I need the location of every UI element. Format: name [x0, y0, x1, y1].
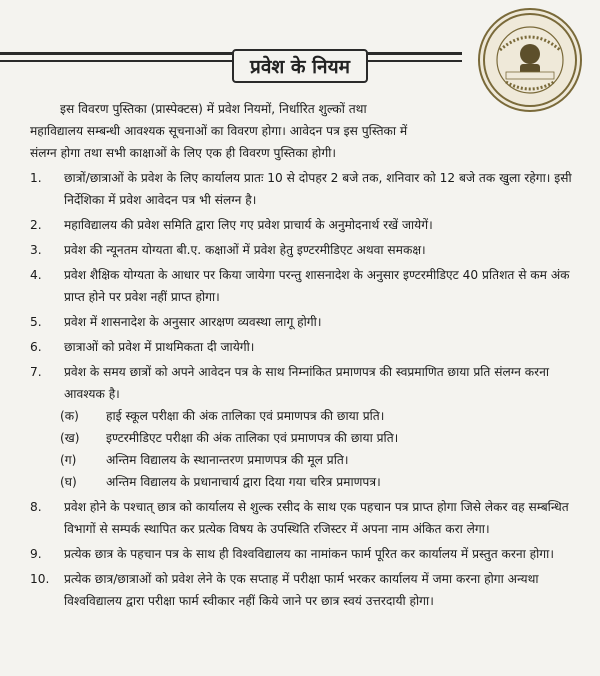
document-sub-item [60, 449, 592, 471]
rule-item [30, 214, 592, 236]
rule-text: प्रवेश की न्यूनतम योग्यता बी.ए. कक्षाओं में प्रवेश हेतु इण्टरमीडिएट अथवा समकक्ष। [64, 243, 426, 257]
rule-number: 5. [30, 315, 42, 329]
college-seal-logo [478, 8, 582, 112]
sub-item-label: (क) [60, 409, 79, 423]
rule-item [30, 264, 592, 308]
intro-paragraph [30, 98, 592, 164]
header-rule-top [0, 52, 462, 55]
rule-item [30, 568, 592, 612]
document-sub-item [60, 427, 592, 449]
rule-item [30, 496, 592, 540]
admission-rules-body [30, 98, 592, 612]
rule-item [30, 543, 592, 565]
rule-number: 4. [30, 268, 42, 282]
rule-text: प्रत्येक छात्र के पहचान पत्र के साथ ही विश्वविद्यालय का नामांकन फार्म पूरित कर कार्यालय में प्रस्तुत करना होगा। [64, 547, 554, 561]
rule-number: 2. [30, 218, 42, 232]
sub-item-label: (घ) [60, 475, 77, 489]
rule-item [30, 311, 592, 333]
intro-line: महाविद्यालय सम्बन्धी आवश्यक सूचनाओं का विवरण होगा। आवेदन पत्र इस पुस्तिका में [30, 124, 408, 138]
intro-line: इस विवरण पुस्तिका (प्रास्पेक्टस) में प्रवेश नियमों, निर्धारित शुल्कों तथा [60, 102, 367, 116]
rule-number: 8. [30, 500, 42, 514]
rule-text: छात्राओं को प्रवेश में प्राथमिकता दी जायेगी। [64, 340, 255, 354]
document-sub-item [60, 471, 592, 493]
rule-item [30, 336, 592, 358]
rule-text: प्रवेश के समय छात्रों को अपने आवेदन पत्र के साथ निम्नांकित प्रमाणपत्र की स्वप्रमाणित छाया प्रति संलग्न करना आवश्यक है। [64, 365, 550, 401]
page-title: प्रवेश के नियम [232, 49, 368, 83]
header-rule-bottom [0, 60, 462, 62]
sub-item-text: अन्तिम विद्यालय के प्रधानाचार्य द्वारा दिया गया चरित्र प्रमाणपत्र। [106, 475, 381, 489]
rule-number: 10. [30, 572, 50, 586]
sub-item-label: (ख) [60, 431, 80, 445]
sub-item-text: इण्टरमीडिएट परीक्षा की अंक तालिका एवं प्रमाणपत्र की छाया प्रति। [106, 431, 399, 445]
intro-line: संलग्न होगा तथा सभी काक्षाओं के लिए एक ही विवरण पुस्तिका होगी। [30, 146, 336, 160]
rule-number: 3. [30, 243, 42, 257]
sub-item-text: हाई स्कूल परीक्षा की अंक तालिका एवं प्रमाणपत्र की छाया प्रति। [106, 409, 385, 423]
rule-text: प्रवेश होने के पश्चात् छात्र को कार्यालय से शुल्क रसीद के साथ एक पहचान पत्र प्राप्त होगा जिसे लेकर वह सम्बन्धित विभागों से सम्पर्क स्थापित कर प्रत्येक विषय के उपस्थिति रजिस्टर में अपना नाम अंकित करा लेगा। [64, 500, 569, 536]
rule-item [30, 361, 592, 405]
rule-text: प्रत्येक छात्र/छात्राओं को प्रवेश लेने के एक सप्ताह में परीक्षा फार्म भरकर कार्यालय में जमा करना होगा अन्यथा विश्वविद्यालय द्वारा परीक्षा फार्म स्वीकार नहीं किये जाने पर छात्र स्वयं उत्तरदायी होगा। [64, 572, 539, 608]
rule-item [30, 167, 592, 211]
rule-number: 1. [30, 171, 42, 185]
rule-number: 9. [30, 547, 42, 561]
rule-text: छात्रों/छात्राओं के प्रवेश के लिए कार्यालय प्रातः 10 से दोपहर 2 बजे तक, शनिवार को 12 बजे तक खुला रहेगा। इसी निर्देशिका में प्रवेश आवेदन पत्र भी संलग्न है। [64, 171, 572, 207]
rule-item [30, 239, 592, 261]
rule-number: 7. [30, 365, 42, 379]
sub-item-text: अन्तिम विद्यालय के स्थानान्तरण प्रमाणपत्र की मूल प्रति। [106, 453, 349, 467]
rule-text: प्रवेश शैक्षिक योग्यता के आधार पर किया जायेगा परन्तु शासनादेश के अनुसार इण्टरमीडिएट 40 प्रतिशत से कम अंक प्राप्त होने पर प्रवेश नहीं प्राप्त होगा। [64, 268, 570, 304]
document-sub-item [60, 405, 592, 427]
rule-text: प्रवेश में शासनादेश के अनुसार आरक्षण व्यवस्था लागू होगी। [64, 315, 322, 329]
rule-number: 6. [30, 340, 42, 354]
rule-text: महाविद्यालय की प्रवेश समिति द्वारा लिए गए प्रवेश प्राचार्य के अनुमोदनार्थ रखें जायेगें। [64, 218, 433, 232]
sub-item-label: (ग) [60, 453, 77, 467]
